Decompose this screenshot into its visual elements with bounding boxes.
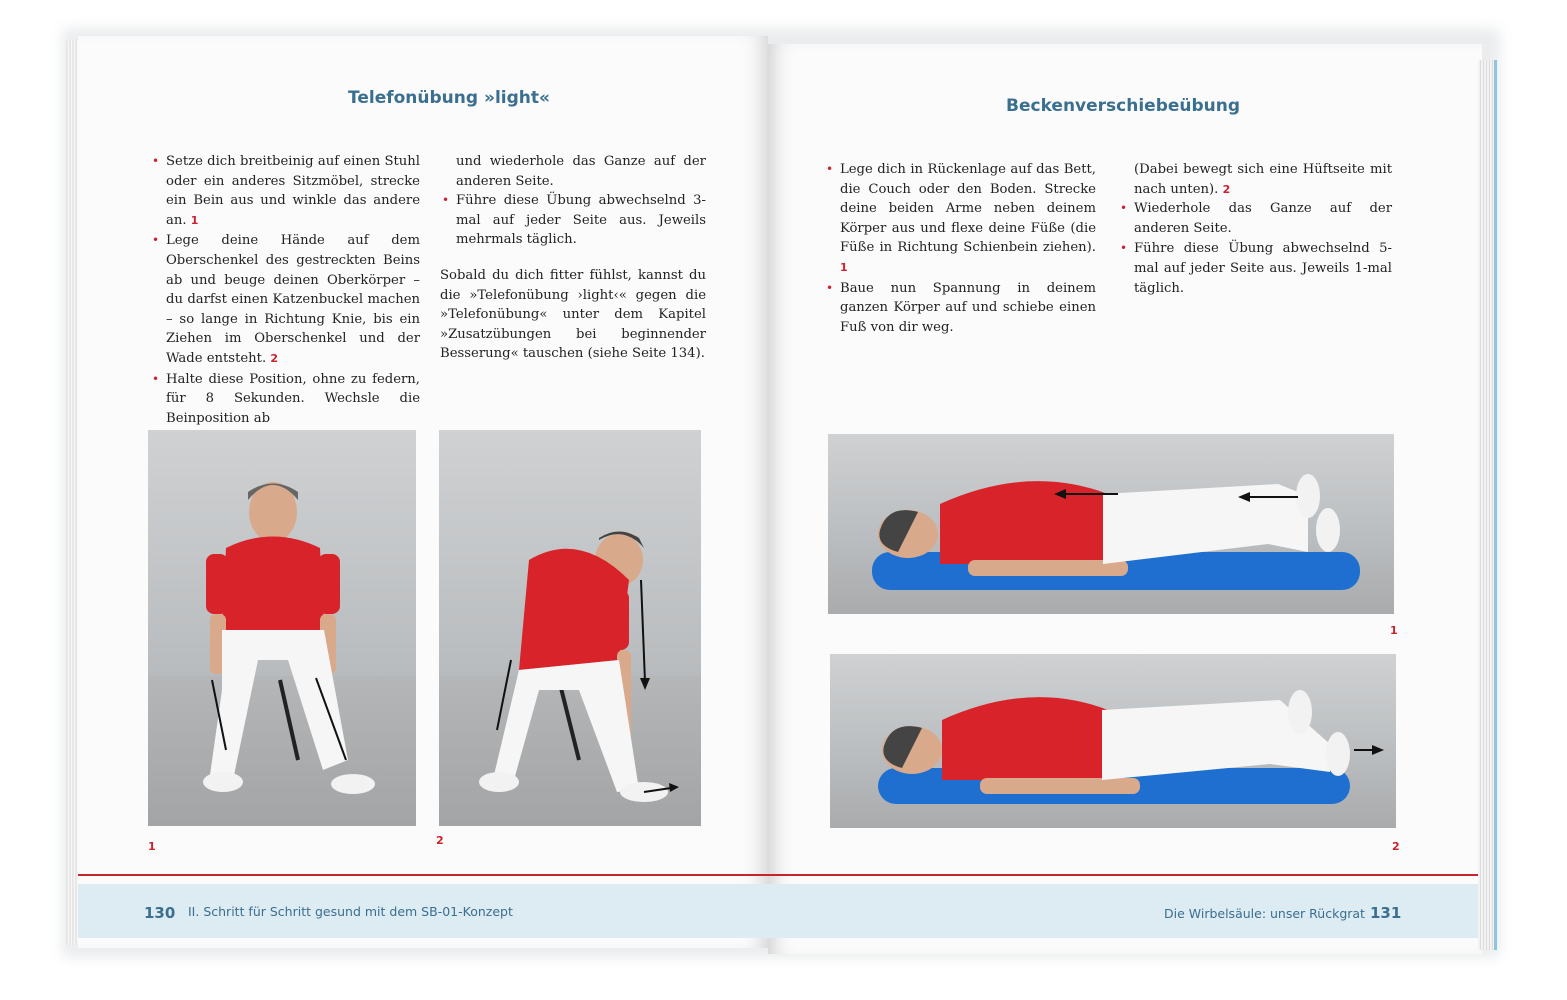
page-number: 130 bbox=[144, 904, 176, 922]
paragraph: Sobald du dich fitter fühlst, kannst du die »Telefonübung ›light‹« gegen die »Telefonübung« unter dem Kapitel »Zusatzübungen bei beginnender Besserung« tauschen (siehe Seite 134). bbox=[440, 267, 706, 362]
figure-ref: 1 bbox=[840, 260, 848, 274]
right-col-1 bbox=[824, 160, 1096, 338]
bullet-icon: • bbox=[1120, 241, 1128, 256]
bullet-icon: • bbox=[152, 371, 160, 386]
bullet-icon: • bbox=[442, 193, 450, 208]
running-footer: Die Wirbelsäule: unser Rückgrat bbox=[1164, 906, 1365, 921]
footer-divider bbox=[78, 874, 768, 876]
bullet-item: • Halte diese Position, ohne zu federn, für 8 Sekunden. Wechsle die Beinposition ab bbox=[152, 371, 420, 426]
figure-ref: 2 bbox=[1222, 182, 1231, 196]
bending-figure-illustration bbox=[439, 430, 701, 826]
photo-lying-start bbox=[828, 434, 1394, 614]
right-page-edge bbox=[1478, 60, 1497, 950]
seated-figure-illustration bbox=[148, 430, 416, 826]
photo-caption: 2 bbox=[436, 834, 444, 847]
continuation-text: und wiederhole das Ganze auf der anderen Seite. bbox=[456, 154, 706, 189]
bullet-item: • Lege deine Hände auf dem Oberschenkel des gestreckten Beins ab und beuge deinen Oberkörper – du darfst einen Katzenbuckel machen – so lange in Richtung Knie, bis ein Ziehen im Oberschenkel und der Wade entsteht. 2 bbox=[152, 233, 420, 366]
footer-divider bbox=[768, 874, 1482, 876]
left-page-title: Telefonübung »light« bbox=[348, 88, 550, 108]
bullet-icon: • bbox=[826, 162, 834, 176]
photo-caption: 1 bbox=[148, 840, 156, 853]
photo-caption: 1 bbox=[1390, 624, 1398, 637]
bullet-icon: • bbox=[826, 280, 834, 295]
right-col-2 bbox=[1118, 160, 1392, 299]
right-page-title: Beckenverschiebeübung bbox=[1006, 96, 1241, 116]
photo-seated-bending bbox=[439, 430, 701, 826]
figure-ref: 2 bbox=[270, 351, 279, 365]
photo-seated-upright bbox=[148, 430, 416, 826]
bullet-item: • Wiederhole das Ganze auf der anderen Seite. bbox=[1120, 201, 1392, 236]
bullet-icon: • bbox=[1120, 201, 1128, 216]
right-page bbox=[768, 44, 1482, 954]
left-page bbox=[78, 36, 768, 948]
bullet-item: • Führe diese Übung abwechselnd 3-mal auf jeder Seite aus. Jeweils mehrmals täglich. bbox=[442, 193, 706, 248]
left-col-1 bbox=[150, 152, 420, 429]
left-col-2 bbox=[440, 152, 706, 364]
bullet-item: • Baue nun Spannung in deinem ganzen Körper auf und schiebe einen Fuß von dir weg. bbox=[826, 280, 1096, 335]
lying-figure-illustration bbox=[828, 434, 1394, 614]
bullet-item: • Setze dich breitbeinig auf einen Stuhl oder ein anderes Sitzmöbel, strecke ein Bein aus und winkle das andere an. 1 bbox=[152, 154, 420, 228]
running-footer: II. Schritt für Schritt gesund mit dem SB-01-Konzept bbox=[188, 904, 513, 919]
bullet-icon: • bbox=[152, 154, 160, 168]
figure-ref: 1 bbox=[190, 213, 199, 227]
page-number: 131 bbox=[1370, 904, 1402, 922]
lying-push-figure-illustration bbox=[830, 654, 1396, 828]
continuation-text: (Dabei bewegt sich eine Hüftseite mit nach unten). 2 bbox=[1134, 162, 1392, 197]
bullet-item: • Lege dich in Rückenlage auf das Bett, die Couch oder den Boden. Strecke deine beiden Arme neben deinem Körper aus und flexe deine Füße (die Füße in Richtung Schienbein ziehen). 1 bbox=[826, 162, 1096, 274]
photo-lying-push bbox=[830, 654, 1396, 828]
photo-caption: 2 bbox=[1392, 840, 1400, 853]
bullet-item: • Führe diese Übung abwechselnd 5-mal auf jeder Seite aus. Jeweils 1-mal täglich. bbox=[1120, 241, 1392, 296]
bullet-icon: • bbox=[152, 233, 160, 248]
